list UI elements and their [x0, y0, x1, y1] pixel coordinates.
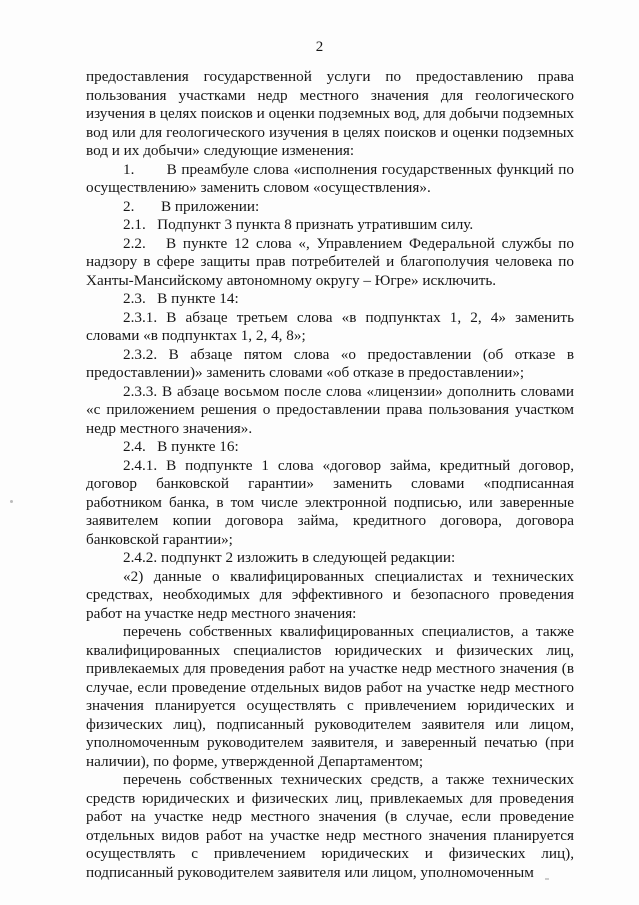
paragraph-quote-technical: перечень собственных технических средств, а также технических средств юридических и физических лиц, привлекаемых для проведения работ на участке недр местного значения (в случае, если проведение отдельных видов работ на участке недр местного значения планируется осуществлять с привлечением юридических и физических лиц), подписанный руководителем заявителя или лицом, уполномоченным — [86, 771, 574, 881]
paragraph-quote-2: «2) данные о квалифицированных специалистах и технических средствах, необходимых для эффективного и безопасного проведения работ на участке недр местного значения: — [86, 567, 574, 622]
scan-artifact — [545, 878, 549, 880]
paragraph-item-2-3-2: 2.3.2. В абзаце пятом слова «о предоставлении (об отказе в предоставлении)» заменить словами «об отказе в предоставлении»; — [86, 345, 574, 381]
document-body — [86, 68, 574, 882]
paragraph-item-2-2: 2.2. В пункте 12 слова «, Управлением Федеральной службы по надзору в сфере защиты прав потребителей и благополучия человека по Ханты-Мансийскому автономному округу – Югре» исключить. — [86, 234, 574, 289]
paragraph-item-2-4-2: 2.4.2. подпункт 2 изложить в следующей редакции: — [123, 549, 456, 566]
scan-artifact — [10, 500, 13, 503]
paragraph-item-2-4: 2.4. В пункте 16: — [123, 438, 239, 455]
paragraph-item-2-3: 2.3. В пункте 14: — [123, 290, 239, 307]
paragraph-item-2-3-3: 2.3.3. В абзаце восьмом после слова «лицензии» дополнить словами «с приложением решения о предоставлении права пользования участком недр местного значения». — [86, 382, 574, 437]
paragraph-item-2-4-1: 2.4.1. В подпункте 1 слова «договор займа, кредитный договор, договор банковской гарантии» заменить словами «подписанная работником банка, в том числе электронной подписью, или заверенные заявителем копии договора займа, кредитного договора, договора банковской гарантии»; — [86, 456, 574, 548]
paragraph-quote-specialists: перечень собственных квалифицированных специалистов, а также квалифицированных специалистов юридических и физических лиц, привлекаемых для проведения работ на участке недр местного значения (в случае, если проведение отдельных видов работ на участке недр местного значения планируется осуществлять с привлечением юридических и физических лиц), подписанный руководителем заявителя или лицом, уполномоченным руководителем заявителя, и заверенный печатью (при наличии), по форме, утвержденной Департаментом; — [86, 623, 574, 770]
paragraph-intro: предоставления государственной услуги по предоставлению права пользования участками недр местного значения для геологического изучения в целях поисков и оценки подземных вод, для добычи подземных вод или для геологического изучения в целях поисков и оценки подземных вод и их добычи» следующие изменения: — [86, 68, 574, 159]
paragraph-item-1: 1. В преамбуле слова «исполнения государственных функций по осуществлению» заменить словом «осуществления». — [86, 160, 574, 196]
paragraph-item-2-1: 2.1. Подпункт 3 пункта 8 признать утратившим силу. — [123, 216, 474, 233]
page-number: 2 — [315, 39, 324, 55]
paragraph-item-2-3-1: 2.3.1. В абзаце третьем слова «в подпунктах 1, 2, 4» заменить словами «в подпунктах 1, 2, 4, 8»; — [86, 308, 574, 344]
paragraph-item-2: 2. В приложении: — [123, 197, 260, 215]
